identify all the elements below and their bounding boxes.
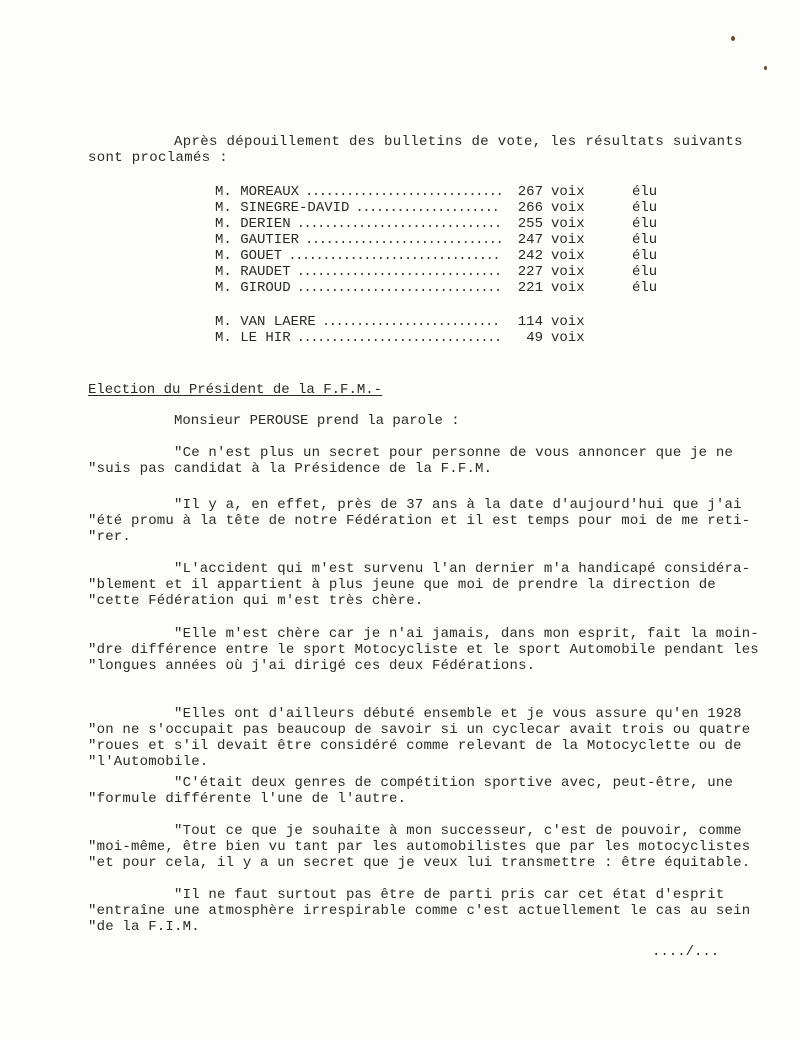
elected-status: élu xyxy=(632,280,658,296)
leader-dots: ............................. xyxy=(305,184,503,200)
candidate-name: M. DERIEN xyxy=(215,216,291,232)
vote-unit: voix xyxy=(551,330,585,346)
vote-unit: voix xyxy=(551,280,585,296)
continuation-mark: ..../... xyxy=(652,944,720,960)
speech-line: "on ne s'occupait pas beaucoup de savoir si un cyclecar avait trois ou quatre xyxy=(88,722,751,738)
leader-dots: ..................... xyxy=(355,200,499,216)
vote-unit: voix xyxy=(551,184,585,200)
ink-speck xyxy=(731,36,735,41)
speech-line: "moi-même, être bien vu tant par les automobilistes que par les motocyclistes xyxy=(88,839,751,855)
vote-unit: voix xyxy=(551,264,585,280)
vote-count: 247 xyxy=(517,232,543,248)
vote-count: 221 xyxy=(517,280,543,296)
leader-dots: .......................... xyxy=(321,314,499,330)
elected-status: élu xyxy=(632,248,658,264)
leader-dots: .............................. xyxy=(296,280,501,296)
candidate-name: M. MOREAUX xyxy=(215,184,300,200)
speech-line: "Elles ont d'ailleurs débuté ensemble et je vous assure qu'en 1928 xyxy=(174,706,742,722)
vote-count: 49 xyxy=(526,330,543,346)
result-row xyxy=(215,200,695,216)
result-row xyxy=(215,330,695,346)
speech-line: "Tout ce que je souhaite à mon successeur, c'est de pouvoir, comme xyxy=(174,823,742,839)
vote-count: 242 xyxy=(517,248,543,264)
speech-line: "été promu à la tête de notre Fédération et il est temps pour moi de me reti- xyxy=(88,513,751,529)
speech-line: "longues années où j'ai dirigé ces deux Fédérations. xyxy=(88,658,536,674)
speech-line: "dre différence entre le sport Motocycliste et le sport Automobile pendant les xyxy=(88,642,759,658)
speech-line: "C'était deux genres de compétition sportive avec, peut-être, une xyxy=(174,775,734,791)
result-row xyxy=(215,232,695,248)
intro-line-1: Après dépouillement des bulletins de vote, les résultats suivants xyxy=(174,134,743,150)
result-row xyxy=(215,314,695,330)
elected-status: élu xyxy=(632,184,658,200)
speech-line: "blement et il appartient à plus jeune que moi de prendre la direction de xyxy=(88,577,716,593)
leader-dots: .............................. xyxy=(296,216,501,232)
vote-count: 266 xyxy=(517,200,543,216)
result-row xyxy=(215,280,695,296)
candidate-name: M. GOUET xyxy=(215,248,283,264)
result-row xyxy=(215,184,695,200)
elected-status: élu xyxy=(632,200,658,216)
result-row xyxy=(215,248,695,264)
intro-line-2: sont proclamés : xyxy=(88,150,229,166)
result-row xyxy=(215,264,695,280)
speech-line: "entraîne une atmosphère irrespirable comme c'est actuellement le cas au sein xyxy=(88,903,751,919)
speech-line: "et pour cela, il y a un secret que je veux lui transmettre : être équitable. xyxy=(88,855,751,871)
vote-count: 255 xyxy=(517,216,543,232)
speech-line: "cette Fédération qui m'est très chère. xyxy=(88,593,424,609)
speech-line: "de la F.I.M. xyxy=(88,919,200,935)
candidate-name: M. SINEGRE-DAVID xyxy=(215,200,350,216)
vote-unit: voix xyxy=(551,232,585,248)
vote-count: 114 xyxy=(517,314,543,330)
candidate-name: M. GAUTIER xyxy=(215,232,300,248)
speaker-line: Monsieur PEROUSE prend la parole : xyxy=(174,413,460,429)
speech-line: "Ce n'est plus un secret pour personne de vous annoncer que je ne xyxy=(174,445,734,461)
elected-status: élu xyxy=(632,264,658,280)
candidate-name: M. RAUDET xyxy=(215,264,291,280)
elected-status: élu xyxy=(632,216,658,232)
speech-line: "l'Automobile. xyxy=(88,754,209,770)
speech-line: "Il ne faut surtout pas être de parti pris car cet état d'esprit xyxy=(174,887,725,903)
speech-line: "Elle m'est chère car je n'ai jamais, dans mon esprit, fait la moin- xyxy=(174,626,759,642)
vote-unit: voix xyxy=(551,200,585,216)
result-row xyxy=(215,216,695,232)
leader-dots: .............................. xyxy=(296,264,501,280)
speech-line: "formule différente l'une de l'autre. xyxy=(88,791,407,807)
vote-count: 267 xyxy=(517,184,543,200)
speech-line: "roues et s'il devait être considéré comme relevant de la Motocyclette ou de xyxy=(88,738,742,754)
speech-line: "suis pas candidat à la Présidence de la F.F.M. xyxy=(88,461,493,477)
elected-status: élu xyxy=(632,232,658,248)
vote-unit: voix xyxy=(551,216,585,232)
vote-unit: voix xyxy=(551,314,585,330)
leader-dots: ............................... xyxy=(288,248,500,264)
leader-dots: .............................. xyxy=(296,330,501,346)
speech-line: "rer. xyxy=(88,529,132,545)
vote-unit: voix xyxy=(551,248,585,264)
ink-speck xyxy=(764,66,767,70)
speech-line: "L'accident qui m'est survenu l'an dernier m'a handicapé considéra- xyxy=(174,561,751,577)
speech-line: "Il y a, en effet, près de 37 ans à la date d'aujourd'hui que j'ai xyxy=(174,497,742,513)
leader-dots: ............................. xyxy=(305,232,503,248)
candidate-name: M. VAN LAERE xyxy=(215,314,316,330)
vote-count: 227 xyxy=(517,264,543,280)
candidate-name: M. GIROUD xyxy=(215,280,291,296)
section-title: Election du Président de la F.F.M.- xyxy=(88,382,383,398)
candidate-name: M. LE HIR xyxy=(215,330,291,346)
